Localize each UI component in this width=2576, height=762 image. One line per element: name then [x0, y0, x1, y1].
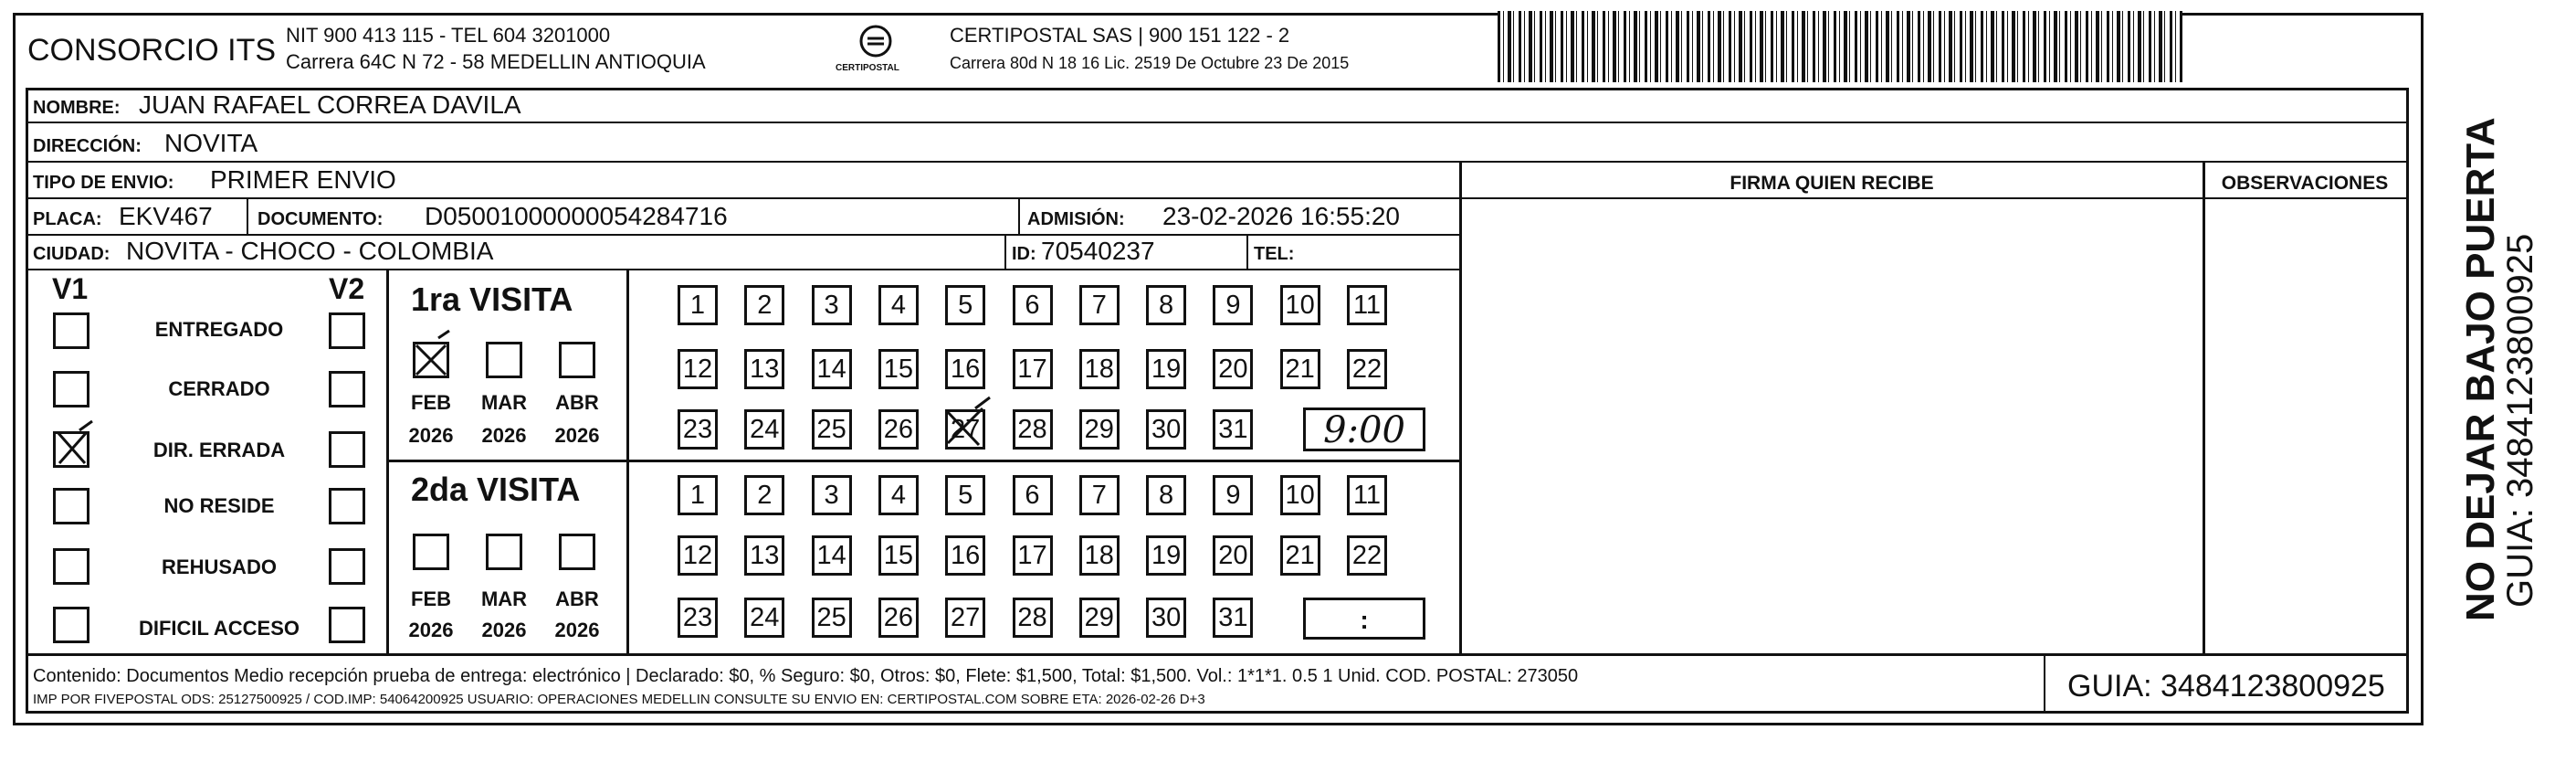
nombre-label: NOMBRE: — [33, 98, 121, 118]
second-year-abr: 2026 — [554, 619, 600, 641]
second-visit-day-6[interactable]: 6 — [1013, 475, 1053, 515]
second-visit-day-14[interactable]: 14 — [812, 535, 852, 576]
first-visit-day-14[interactable]: 14 — [812, 349, 852, 389]
status-dir-errada: DIR. ERRADA — [152, 439, 286, 461]
status-cerrado: CERRADO — [168, 377, 270, 400]
first-year-mar: 2026 — [481, 424, 527, 447]
first-visit-day-30[interactable]: 30 — [1146, 409, 1186, 450]
first-month-abr: ABR — [555, 391, 599, 414]
v2-no-reside-checkbox[interactable] — [329, 488, 365, 524]
side-guia: GUIA: 3484123800925 — [2500, 233, 2540, 608]
second-visit-day-28[interactable]: 28 — [1013, 598, 1053, 638]
first-visit-day-21[interactable]: 21 — [1280, 349, 1320, 389]
first-visit-day-19[interactable]: 19 — [1146, 349, 1186, 389]
second-visit-day-15[interactable]: 15 — [878, 535, 919, 576]
second-year-feb: 2026 — [408, 619, 454, 641]
v1-dir-errada-checkbox[interactable] — [53, 431, 89, 468]
first-visit-day-10[interactable]: 10 — [1280, 285, 1320, 325]
v1-header: V1 — [52, 272, 89, 305]
second-visit-day-31[interactable]: 31 — [1213, 598, 1253, 638]
second-visit-day-22[interactable]: 22 — [1347, 535, 1387, 576]
status-rehusado: REHUSADO — [162, 556, 277, 578]
first-visit-time-box[interactable] — [1303, 407, 1425, 451]
v2-header: V2 — [329, 272, 365, 305]
observaciones-header: OBSERVACIONES — [2221, 173, 2389, 194]
first-visit-abr-checkbox[interactable] — [559, 342, 595, 378]
first-visit-mar-checkbox[interactable] — [486, 342, 522, 378]
second-year-mar: 2026 — [481, 619, 527, 641]
first-year-feb: 2026 — [408, 424, 454, 447]
second-visit-day-16[interactable]: 16 — [945, 535, 985, 576]
placa-label: PLACA: — [33, 209, 102, 229]
first-visit-time: 9:00 — [1323, 409, 1405, 451]
first-visit-day-27[interactable]: 27 — [945, 409, 985, 450]
first-visit-feb-checkbox[interactable] — [413, 342, 449, 378]
no-dejar-notice: NO DEJAR BAJO PUERTA — [2458, 117, 2503, 621]
second-visit-day-10[interactable]: 10 — [1280, 475, 1320, 515]
second-visit-day-9[interactable]: 9 — [1213, 475, 1253, 515]
certipostal-logo-icon — [858, 24, 893, 58]
documento-value: D05001000000054284716 — [425, 202, 728, 230]
second-visit-day-21[interactable]: 21 — [1280, 535, 1320, 576]
company-name: CONSORCIO ITS — [27, 33, 277, 68]
first-visit-day-24[interactable]: 24 — [744, 409, 784, 450]
second-visit-day-8[interactable]: 8 — [1146, 475, 1186, 515]
v2-entregado-checkbox[interactable] — [329, 312, 365, 349]
carrier-name: CERTIPOSTAL SAS | 900 151 122 - 2 — [950, 24, 1290, 47]
documento-label: DOCUMENTO: — [258, 209, 384, 229]
second-visit-day-25[interactable]: 25 — [812, 598, 852, 638]
second-visit-day-24[interactable]: 24 — [744, 598, 784, 638]
v2-cerrado-checkbox[interactable] — [329, 371, 365, 407]
first-visit-day-15[interactable]: 15 — [878, 349, 919, 389]
logo-text: CERTIPOSTAL — [836, 63, 899, 73]
first-month-mar: MAR — [480, 391, 528, 414]
status-dificil-acceso: DIFICIL ACCESO — [138, 617, 300, 640]
second-visit-abr-checkbox[interactable] — [559, 534, 595, 570]
second-month-abr: ABR — [555, 587, 599, 610]
second-visit-day-26[interactable]: 26 — [878, 598, 919, 638]
ciudad-label: CIUDAD: — [33, 244, 110, 264]
v2-dir-errada-checkbox[interactable] — [329, 431, 365, 468]
v1-entregado-checkbox[interactable] — [53, 312, 89, 349]
v1-rehusado-checkbox[interactable] — [53, 548, 89, 585]
second-month-mar: MAR — [480, 587, 528, 610]
footer-impresion: IMP POR FIVEPOSTAL ODS: 25127500925 / COD.IMP: 54064200925 USUARIO: OPERACIONES MEDELLIN CONSULTE SU ENVIO EN: CERTIPOSTAL.COM SOBRE ETA: 2026-02-26 D+3 — [33, 692, 1205, 707]
second-visit-title: 2da VISITA — [411, 471, 581, 508]
first-visit-day-8[interactable]: 8 — [1146, 285, 1186, 325]
first-visit-day-2[interactable]: 2 — [744, 285, 784, 325]
first-year-abr: 2026 — [554, 424, 600, 447]
first-visit-day-7[interactable]: 7 — [1079, 285, 1120, 325]
second-visit-day-19[interactable]: 19 — [1146, 535, 1186, 576]
first-visit-day-25[interactable]: 25 — [812, 409, 852, 450]
first-visit-day-18[interactable]: 18 — [1079, 349, 1120, 389]
id-value: 70540237 — [1041, 237, 1155, 265]
direccion-label: DIRECCIÓN: — [33, 136, 142, 156]
first-month-feb: FEB — [411, 391, 451, 414]
second-visit-day-20[interactable]: 20 — [1213, 535, 1253, 576]
status-no-reside: NO RESIDE — [163, 494, 275, 517]
tel-label: TEL: — [1254, 244, 1295, 264]
second-visit-day-12[interactable]: 12 — [678, 535, 718, 576]
v2-dificil-acceso-checkbox[interactable] — [329, 607, 365, 643]
first-visit-day-23[interactable]: 23 — [678, 409, 718, 450]
nombre-value: JUAN RAFAEL CORREA DAVILA — [139, 90, 521, 119]
footer-guia: GUIA: 3484123800925 — [2067, 669, 2385, 704]
second-visit-day-4[interactable]: 4 — [878, 475, 919, 515]
second-visit-day-13[interactable]: 13 — [744, 535, 784, 576]
second-visit-day-23[interactable]: 23 — [678, 598, 718, 638]
second-visit-time: : — [1360, 606, 1369, 634]
second-visit-day-5[interactable]: 5 — [945, 475, 985, 515]
barcode — [1498, 11, 2182, 82]
second-visit-day-1[interactable]: 1 — [678, 475, 718, 515]
first-visit-day-28[interactable]: 28 — [1013, 409, 1053, 450]
company-nit: NIT 900 413 115 - TEL 604 3201000 — [286, 24, 611, 47]
first-visit-day-check-icon — [942, 403, 988, 449]
first-visit-day-3[interactable]: 3 — [812, 285, 852, 325]
ciudad-value: NOVITA - CHOCO - COLOMBIA — [126, 237, 494, 265]
first-visit-day-20[interactable]: 20 — [1213, 349, 1253, 389]
first-visit-day-22[interactable]: 22 — [1347, 349, 1387, 389]
first-visit-day-6[interactable]: 6 — [1013, 285, 1053, 325]
placa-value: EKV467 — [119, 202, 213, 230]
first-visit-day-26[interactable]: 26 — [878, 409, 919, 450]
v1-cerrado-checkbox[interactable] — [53, 371, 89, 407]
first-visit-day-29[interactable]: 29 — [1079, 409, 1120, 450]
company-address: Carrera 64C N 72 - 58 MEDELLIN ANTIOQUIA — [286, 50, 706, 73]
status-entregado: ENTREGADO — [154, 318, 284, 341]
second-visit-day-29[interactable]: 29 — [1079, 598, 1120, 638]
first-visit-day-4[interactable]: 4 — [878, 285, 919, 325]
v2-rehusado-checkbox[interactable] — [329, 548, 365, 585]
second-visit-day-2[interactable]: 2 — [744, 475, 784, 515]
firma-header: FIRMA QUIEN RECIBE — [1730, 173, 1934, 194]
carrier-address: Carrera 80d N 18 16 Lic. 2519 De Octubre 23 De 2015 — [950, 54, 1350, 72]
second-visit-mar-checkbox[interactable] — [486, 534, 522, 570]
admision-value: 23-02-2026 16:55:20 — [1162, 202, 1400, 230]
footer-contenido: Contenido: Documentos Medio recepción prueba de entrega: electrónico | Declarado: $0, % Seguro: $0, Otros: $0, Flete: $1,500, Total: $1,500. Vol.: 1*1*1. 0.5 1 Unid. COD. POSTAL: 273050 — [33, 666, 1579, 686]
second-visit-day-27[interactable]: 27 — [945, 598, 985, 638]
first-visit-title: 1ra VISITA — [411, 280, 573, 318]
second-visit-time-box[interactable] — [1303, 598, 1425, 640]
first-visit-day-17[interactable]: 17 — [1013, 349, 1053, 389]
v1-no-reside-checkbox[interactable] — [53, 488, 89, 524]
first-visit-day-13[interactable]: 13 — [744, 349, 784, 389]
first-visit-day-16[interactable]: 16 — [945, 349, 985, 389]
v1-dificil-acceso-checkbox[interactable] — [53, 607, 89, 643]
direccion-value: NOVITA — [164, 129, 258, 157]
tipo-envio-value: PRIMER ENVIO — [210, 165, 396, 194]
second-visit-feb-checkbox[interactable] — [413, 534, 449, 570]
first-visit-day-11[interactable]: 11 — [1347, 285, 1387, 325]
first-visit-day-31[interactable]: 31 — [1213, 409, 1253, 450]
first-visit-day-9[interactable]: 9 — [1213, 285, 1253, 325]
second-visit-day-11[interactable]: 11 — [1347, 475, 1387, 515]
second-visit-day-18[interactable]: 18 — [1079, 535, 1120, 576]
second-month-feb: FEB — [411, 587, 451, 610]
admision-label: ADMISIÓN: — [1027, 209, 1125, 229]
second-visit-day-17[interactable]: 17 — [1013, 535, 1053, 576]
first-visit-day-12[interactable]: 12 — [678, 349, 718, 389]
second-visit-day-3[interactable]: 3 — [812, 475, 852, 515]
second-visit-day-7[interactable]: 7 — [1079, 475, 1120, 515]
tipo-envio-label: TIPO DE ENVIO: — [33, 173, 174, 193]
id-label: ID: — [1012, 244, 1036, 264]
second-visit-day-30[interactable]: 30 — [1146, 598, 1186, 638]
first-visit-day-5[interactable]: 5 — [945, 285, 985, 325]
first-visit-day-1[interactable]: 1 — [678, 285, 718, 325]
